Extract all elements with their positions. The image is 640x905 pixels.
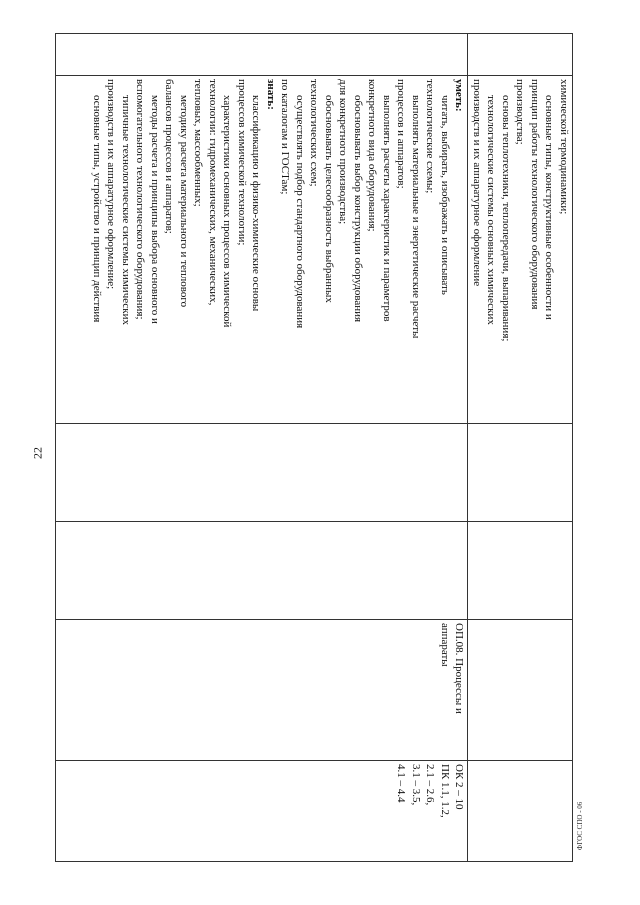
text-line: основные типы, конструктивные особенности и: [543, 95, 556, 320]
text-line: технологических схем;: [308, 79, 321, 187]
text-line: классификацию и физико-химические основы: [250, 95, 263, 312]
text-line: по каталогам и ГОСТам;: [279, 79, 292, 195]
requirements-cell: [468, 76, 573, 424]
text-line: основные типы, устройство и принцип действия: [91, 95, 103, 323]
hours-max-cell: [56, 424, 468, 522]
text-line: выполнять расчеты характеристик и параметров: [381, 95, 393, 322]
text-line: обосновывать выбор конструкции оборудования: [352, 95, 364, 323]
text-line: тепловых, массообменных;: [192, 79, 205, 207]
text-line: характеристики основных процессов химической: [221, 95, 234, 328]
text-line: технологические системы основных химических: [485, 95, 498, 325]
hours-mandatory-cell: [468, 522, 573, 620]
text-line: балансов процессов и аппаратов;: [163, 79, 176, 234]
text-line: типичные технологические системы химических: [120, 95, 132, 325]
text-line: конкретного вида оборудования;: [366, 79, 379, 232]
requirements-cell: [56, 76, 468, 424]
text-line: производств и их аппаратурное оформление: [471, 79, 483, 287]
discipline-cell: [56, 620, 468, 761]
hours-max-cell: [468, 424, 573, 522]
text-line: технологии: гидромеханических, механических,: [207, 79, 219, 306]
index-cell: [56, 34, 468, 76]
text-line: для конкретного производства;: [337, 79, 350, 225]
text-line: уметь:: [453, 79, 466, 112]
text-line: читать, выбирать, изображать и описывать: [439, 95, 451, 295]
competencies-cell: [56, 761, 468, 862]
rotated-table-container: [67, 33, 573, 861]
competency-code: ОК 2 – 10: [453, 764, 466, 810]
text-line: процессов химической технологии;: [236, 79, 248, 246]
curriculum-table: [56, 33, 574, 862]
competency-code: ПК 1.1, 1.2,: [439, 764, 451, 818]
competencies-cell: [468, 761, 573, 862]
text-line: производства;: [514, 79, 527, 145]
text-line: методику расчета материального и теплового: [178, 95, 190, 308]
table-row: [468, 34, 573, 862]
page-number: 22: [30, 447, 45, 459]
discipline-cell: [468, 620, 573, 761]
competency-code: 4.1 – 4.4: [395, 764, 408, 803]
text-line: методы расчета и принципы выбора основного и: [149, 95, 161, 324]
text-line: принцип работы технологического оборудования: [529, 79, 541, 310]
footer-code: ФГОС СПО - 06: [576, 801, 584, 851]
competency-code: 3.1 – 3.5,: [410, 764, 422, 806]
text-line: осуществлять подбор стандартного оборудования: [294, 95, 306, 329]
hours-mandatory-cell: [56, 522, 468, 620]
text-line: знать:: [265, 79, 277, 110]
discipline-name: ОП.08. Процессы и аппараты: [439, 623, 466, 714]
competency-code: 2.1 – 2.6,: [424, 764, 437, 806]
table-row: [56, 34, 468, 862]
text-line: производств и их аппаратурное оформление;: [105, 79, 118, 290]
text-line: выполнять материальные и энергетические расчеты: [410, 95, 422, 339]
text-line: основы теплотехники, теплопередачи, выпаривания;: [500, 95, 512, 342]
text-line: химической термодинамики;: [558, 79, 570, 215]
text-line: вспомогательного технологического оборудования;: [134, 79, 147, 320]
text-line: процессов и аппаратов;: [395, 79, 408, 189]
text-line: обосновывать целесообразность выбранных: [323, 95, 335, 303]
index-cell: [468, 34, 573, 76]
text-line: технологические схемы;: [424, 79, 437, 194]
